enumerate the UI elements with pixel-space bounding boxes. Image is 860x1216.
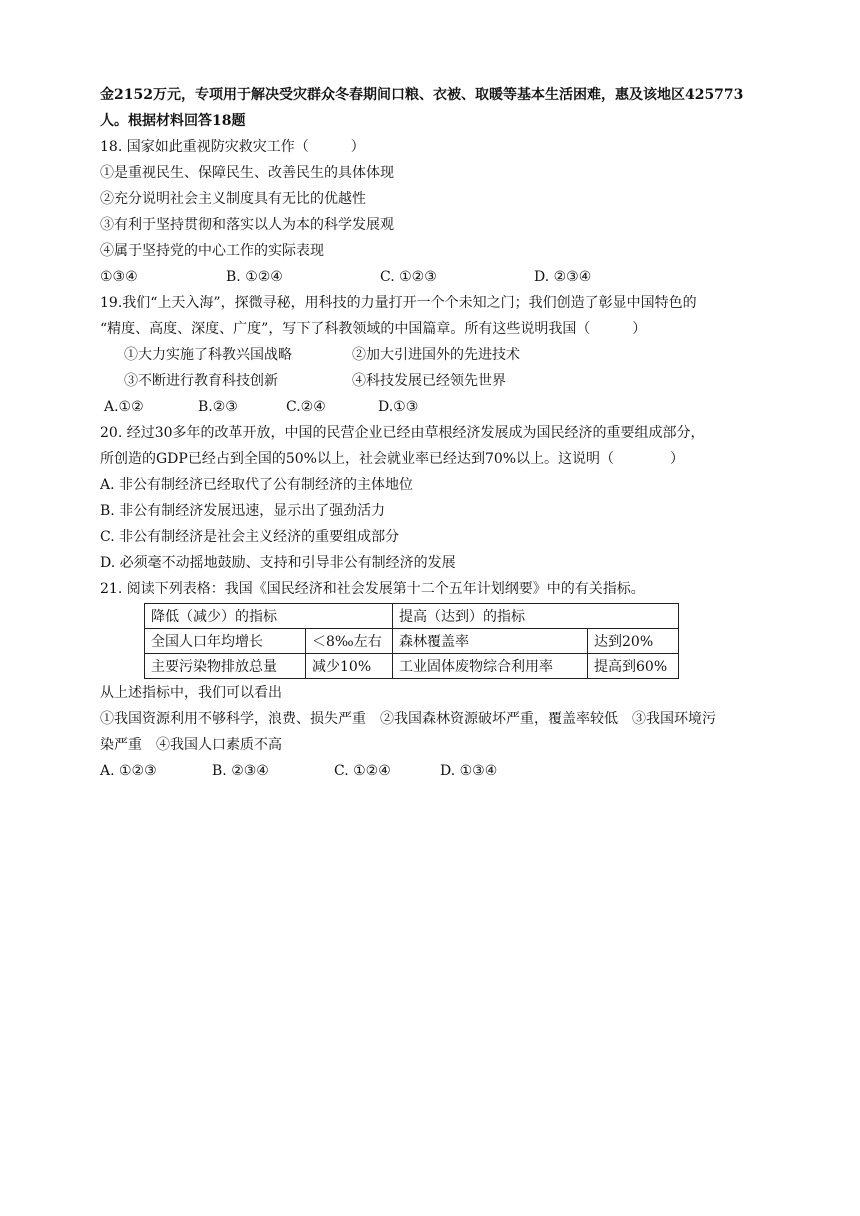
q19-options: [100, 394, 780, 420]
q18-stem: 18. 国家如此重视防灾救灾工作（ ）: [100, 139, 365, 155]
q21-option-d: D. ①③④: [440, 763, 498, 779]
table-row: [145, 629, 679, 654]
q18-option-d: D. ②③④: [534, 269, 592, 285]
q20-option-c: C. 非公有制经济是社会主义经济的重要组成部分: [100, 529, 400, 545]
q18-option-b: B. ①②④: [226, 269, 283, 285]
q21-lead: 从上述指标中，我们可以看出: [100, 685, 282, 701]
q19-option-d: D.①③: [378, 399, 419, 415]
q19-item-4: ④科技发展已经领先世界: [352, 373, 506, 389]
q21-stem: 21. 阅读下列表格：我国《国民经济和社会发展第十二个五年计划纲要》中的有关指标。: [100, 581, 645, 597]
q18-item-4: ④属于坚持党的中心工作的实际表现: [100, 243, 324, 259]
q21-items-line-1: ①我国资源利用不够科学，浪费、损失严重 ②我国森林资源破坏严重，覆盖率较低 ③我国环境污: [100, 711, 716, 727]
q19-items-row-2: [100, 368, 780, 394]
indicator-table: [144, 603, 679, 679]
q21-options: [100, 758, 780, 784]
table-cell: 达到20%: [588, 629, 679, 654]
document-page: [100, 82, 780, 784]
table-cell: 工业固体废物综合利用率: [393, 654, 588, 679]
q18-item-1: ①是重视民生、保障民生、改善民生的具体体现: [100, 165, 394, 181]
intro-text-line-1: 金2152万元，专项用于解决受灾群众冬春期间口粮、衣被、取暖等基本生活困难，惠及该地区425773: [100, 87, 744, 103]
q19-item-1: ①大力实施了科教兴国战略: [124, 347, 292, 363]
q20-option-a: A. 非公有制经济已经取代了公有制经济的主体地位: [100, 477, 414, 493]
q19-item-3: ③不断进行教育科技创新: [124, 373, 278, 389]
q19-items-row-1: [100, 342, 780, 368]
q20-option-b: B. 非公有制经济发展迅速，显示出了强劲活力: [100, 503, 386, 519]
table-cell: 减少10%: [306, 654, 393, 679]
q21-option-c: C. ①②④: [334, 763, 391, 779]
table-cell: 提高到60%: [588, 654, 679, 679]
q18-item-2: ②充分说明社会主义制度具有无比的优越性: [100, 191, 366, 207]
q20-option-d: D. 必须毫不动摇地鼓励、支持和引导非公有制经济的发展: [100, 555, 456, 571]
q18-options: [100, 264, 780, 290]
q18-option-c: C. ①②③: [380, 269, 437, 285]
table-cell: 森林覆盖率: [393, 629, 588, 654]
q21-option-b: B. ②③④: [212, 763, 269, 779]
q19-stem-line-2: “精度、高度、深度、广度”，写下了科教领域的中国篇章。所有这些说明我国（ ）: [100, 321, 647, 337]
intro-text-line-2: 人。根据材料回答18题: [100, 113, 246, 129]
q21-option-a: A. ①②③: [100, 763, 157, 779]
table-row: [145, 654, 679, 679]
q19-item-2: ②加大引进国外的先进技术: [352, 347, 520, 363]
q18-item-3: ③有利于坚持贯彻和落实以人为本的科学发展观: [100, 217, 394, 233]
q18-option-a: ①③④: [100, 269, 138, 285]
table-cell: 主要污染物排放总量: [145, 654, 306, 679]
q21-items-line-2: 染严重 ④我国人口素质不高: [100, 737, 282, 753]
q19-option-a: A.①②: [104, 399, 144, 415]
q19-stem-line-1: 19.我们“上天入海”，探微寻秘，用科技的力量打开一个个未知之门；我们创造了彰显中国特色的: [100, 295, 697, 311]
table-header-right: 提高（达到）的指标: [393, 604, 679, 629]
q19-option-b: B.②③: [198, 399, 238, 415]
q19-option-c: C.②④: [286, 399, 326, 415]
q20-stem-line-2: 所创造的GDP已经占到全国的50%以上，社会就业率已经达到70%以上。这说明（ ）: [100, 451, 685, 467]
table-header-left: 降低（减少）的指标: [145, 604, 393, 629]
table-header-row: [145, 604, 679, 629]
table-cell: 全国人口年均增长: [145, 629, 306, 654]
table-cell: ＜8‰左右: [306, 629, 393, 654]
q20-stem-line-1: 20. 经过30多年的改革开放，中国的民营企业已经由草根经济发展成为国民经济的重要组成部分，: [100, 425, 705, 441]
